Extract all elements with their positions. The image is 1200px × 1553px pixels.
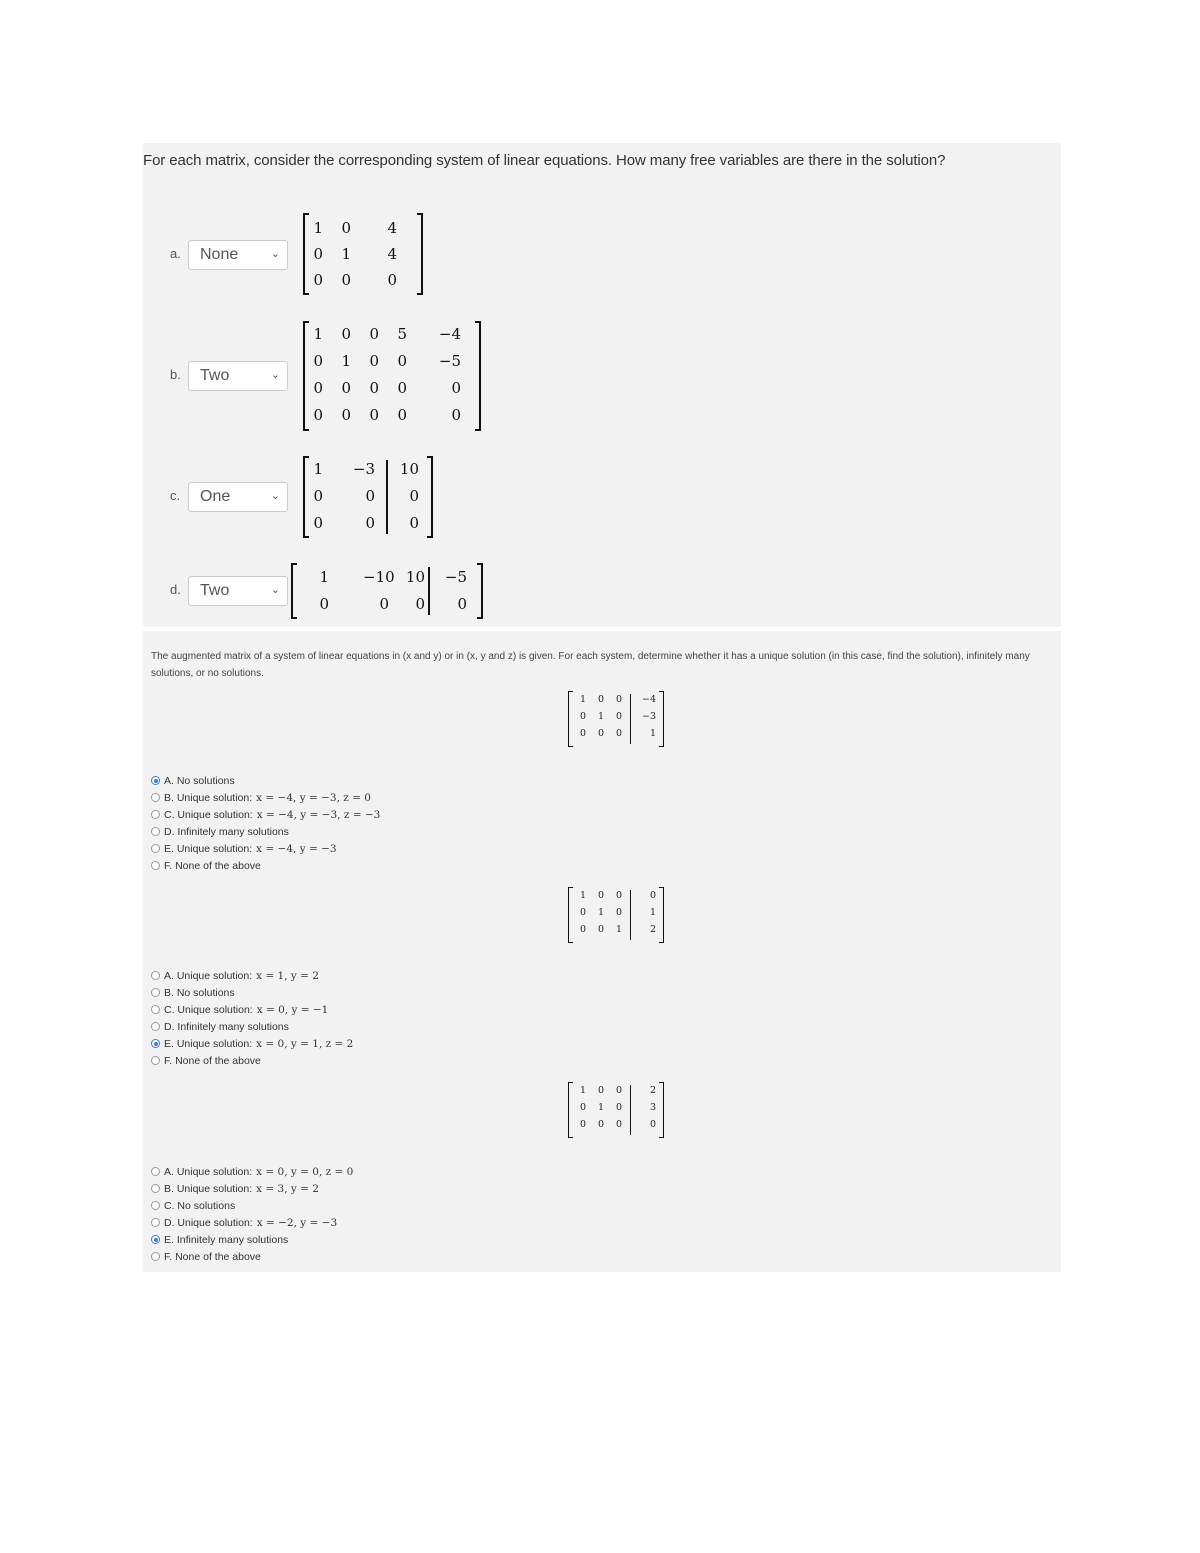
answer-option[interactable] [151,1215,353,1232]
part-d-selected-value: Two [200,582,230,599]
option-label: C. No solutions [164,1200,236,1212]
matrix-cell: −4 [642,694,657,705]
answer-option[interactable] [151,841,380,858]
matrix-cell: 0 [313,271,323,289]
augment-bar [630,694,631,744]
matrix-cell: 0 [409,514,419,532]
option-label: E. Infinitely many solutions [164,1234,289,1246]
radio-selected-icon[interactable] [151,1235,160,1244]
right-bracket [659,887,664,943]
option-label: D. Unique solution: [164,1217,253,1229]
matrix-cell: 4 [387,219,397,237]
part-d-dropdown[interactable] [188,576,288,606]
matrix-cell: 2 [649,924,656,935]
right-bracket [477,563,483,619]
option-math: x = −2, y = −3 [256,1217,338,1229]
matrix-cell: 1 [313,219,323,237]
matrix-cell: 0 [615,1102,622,1113]
matrix-cell: 0 [615,890,622,901]
matrix-cell: 0 [387,271,397,289]
matrix-cell: 0 [313,514,323,532]
matrix-cell: 0 [369,325,379,343]
radio-unselected-icon[interactable] [151,1167,160,1176]
matrix-cell: 0 [649,890,656,901]
system-2-matrix [568,887,664,943]
matrix-cell: 0 [579,924,586,935]
matrix-cell: −5 [444,568,467,586]
matrix-cell: 0 [341,219,351,237]
matrix-cell: 1 [649,728,656,739]
matrix-cell: 2 [649,1085,656,1096]
matrix-cell: 0 [579,1102,586,1113]
matrix-cell: 0 [341,271,351,289]
radio-unselected-icon[interactable] [151,988,160,997]
system-1-matrix [568,691,664,747]
matrix-cell: 0 [579,711,586,722]
matrix-cell: 0 [397,352,407,370]
option-label: B. No solutions [164,987,235,999]
option-label: C. Unique solution: [164,1004,253,1016]
matrix-cell: −3 [352,460,375,478]
system-3-options [151,1164,353,1266]
option-math: x = 3, y = 2 [256,1183,319,1195]
answer-option[interactable] [151,1164,353,1181]
matrix-cell: 0 [409,487,419,505]
answer-option[interactable] [151,1198,353,1215]
option-label: A. No solutions [164,775,235,787]
matrix-cell: 0 [369,406,379,424]
option-label: E. Unique solution: [164,843,253,855]
augment-bar [428,567,430,615]
chevron-down-icon: ⌄ [270,584,280,596]
matrix-cell: 0 [313,379,323,397]
right-bracket [659,1082,664,1138]
radio-selected-icon[interactable] [151,1039,160,1048]
part-c-matrix [303,456,433,538]
matrix-cell: 0 [369,352,379,370]
part-a-letter: a. [170,246,181,261]
matrix-cell: 0 [649,1119,656,1130]
option-math: x = 0, y = 0, z = 0 [256,1166,354,1178]
part-a-dropdown[interactable] [188,240,288,270]
option-label: F. None of the above [164,1055,261,1067]
option-math: x = −4, y = −3, z = −3 [256,809,381,821]
matrix-cell: 0 [615,711,622,722]
matrix-cell: −5 [438,352,461,370]
matrix-cell: 0 [365,514,375,532]
matrix-cell: 3 [649,1102,656,1113]
part-b-letter: b. [170,367,181,382]
matrix-cell: 0 [615,1119,622,1130]
matrix-cell: 0 [615,1085,622,1096]
augment-bar [630,890,631,940]
radio-unselected-icon[interactable] [151,844,160,853]
option-label: A. Unique solution: [164,1166,253,1178]
matrix-cell: 0 [615,728,622,739]
option-math: x = 0, y = 1, z = 2 [256,1038,354,1050]
option-math: x = 1, y = 2 [256,970,319,982]
part-b-selected-value: Two [200,367,230,384]
matrix-cell: 1 [597,1102,604,1113]
system-3-matrix [568,1082,664,1138]
chevron-down-icon: ⌄ [270,369,280,381]
matrix-cell: 1 [313,325,323,343]
system-1-options [151,773,380,875]
augment-bar [386,460,388,534]
answer-option[interactable] [151,858,380,875]
option-math: x = −4, y = −3, z = 0 [256,792,371,804]
answer-option[interactable] [151,773,380,790]
matrix-cell: 1 [319,568,329,586]
matrix-cell: 0 [597,728,604,739]
matrix-cell: −10 [363,568,395,586]
answer-option[interactable] [151,1181,353,1198]
matrix-cell: 0 [397,406,407,424]
matrix-cell: 1 [579,1085,586,1096]
matrix-cell: 10 [405,568,425,586]
right-bracket [417,213,423,295]
radio-unselected-icon[interactable] [151,1252,160,1261]
part-d-letter: d. [170,582,181,597]
matrix-cell: 0 [379,595,389,613]
right-bracket [659,691,664,747]
matrix-cell: 0 [579,907,586,918]
matrix-cell: 0 [615,907,622,918]
option-label: E. Unique solution: [164,1038,253,1050]
radio-unselected-icon[interactable] [151,971,160,980]
matrix-cell: 0 [597,694,604,705]
radio-unselected-icon[interactable] [151,1022,160,1031]
matrix-cell: 0 [597,890,604,901]
option-label: A. Unique solution: [164,970,253,982]
matrix-cell: 0 [341,406,351,424]
left-bracket [291,563,297,619]
part-b-matrix [303,321,481,431]
matrix-cell: 1 [579,694,586,705]
question-2-prompt: The augmented matrix of a system of linear equations in (x and y) or in (x, y and z) is given. For each system, determine whether it has a unique solution (in this case, find the solution), infinitely many solutions, or no solutions. [151,651,1030,679]
question-2-panel [143,631,1061,1272]
matrix-cell: 0 [415,595,425,613]
matrix-cell: 0 [341,325,351,343]
radio-unselected-icon[interactable] [151,861,160,870]
option-label: B. Unique solution: [164,1183,253,1195]
matrix-cell: 10 [399,460,419,478]
radio-unselected-icon[interactable] [151,1056,160,1065]
option-label: F. None of the above [164,1251,261,1263]
answer-option[interactable] [151,1249,353,1266]
matrix-cell: 0 [457,595,467,613]
answer-option[interactable] [151,807,380,824]
answer-option[interactable] [151,1036,353,1053]
matrix-cell: 0 [597,1085,604,1096]
matrix-cell: 1 [597,907,604,918]
matrix-cell: 1 [597,711,604,722]
matrix-cell: 0 [397,379,407,397]
answer-option[interactable] [151,1019,353,1036]
matrix-cell: 0 [313,352,323,370]
matrix-cell: 1 [341,352,351,370]
matrix-cell: −4 [438,325,461,343]
matrix-cell: 0 [597,1119,604,1130]
matrix-cell: 0 [341,379,351,397]
part-c-letter: c. [170,488,181,503]
right-bracket [475,321,481,431]
option-label: F. None of the above [164,860,261,872]
radio-unselected-icon[interactable] [151,827,160,836]
radio-unselected-icon[interactable] [151,1218,160,1227]
part-c-dropdown[interactable] [188,482,288,512]
part-c-selected-value: One [200,488,231,505]
answer-option[interactable] [151,968,353,985]
matrix-cell: 0 [579,1119,586,1130]
radio-unselected-icon[interactable] [151,793,160,802]
matrix-cell: 0 [313,487,323,505]
right-bracket [427,456,433,538]
matrix-cell: 1 [313,460,323,478]
part-a-selected-value: None [200,246,239,263]
matrix-cell: 0 [369,379,379,397]
matrix-cell: 1 [341,245,351,263]
answer-option[interactable] [151,824,380,841]
question-1-panel [143,143,1061,627]
system-2-options [151,968,353,1070]
radio-unselected-icon[interactable] [151,1201,160,1210]
chevron-down-icon: ⌄ [270,248,280,260]
matrix-cell: 0 [597,924,604,935]
radio-unselected-icon[interactable] [151,1005,160,1014]
matrix-cell: 0 [365,487,375,505]
answer-option[interactable] [151,985,353,1002]
answer-option[interactable] [151,1002,353,1019]
option-math: x = 0, y = −1 [256,1004,329,1016]
matrix-cell: 0 [319,595,329,613]
matrix-cell: 0 [615,694,622,705]
part-a-matrix [303,213,423,295]
answer-option[interactable] [151,1232,353,1249]
chevron-down-icon: ⌄ [270,490,280,502]
option-label: D. Infinitely many solutions [164,1021,289,1033]
part-d-matrix [291,563,483,619]
question-1-prompt: For each matrix, consider the corresponding system of linear equations. How many free variables are there in the solution? [143,152,946,169]
matrix-cell: 0 [313,245,323,263]
matrix-cell: 0 [451,406,461,424]
matrix-cell: 0 [579,728,586,739]
radio-unselected-icon[interactable] [151,810,160,819]
option-math: x = −4, y = −3 [256,843,337,855]
matrix-cell: 1 [579,890,586,901]
matrix-cell: −3 [642,711,657,722]
radio-selected-icon[interactable] [151,776,160,785]
option-label: B. Unique solution: [164,792,253,804]
part-b-dropdown[interactable] [188,361,288,391]
matrix-cell: 4 [387,245,397,263]
matrix-cell: 1 [649,907,656,918]
answer-option[interactable] [151,1053,353,1070]
answer-option[interactable] [151,790,380,807]
augment-bar [630,1085,631,1135]
matrix-cell: 0 [313,406,323,424]
matrix-cell: 1 [615,924,622,935]
option-label: C. Unique solution: [164,809,253,821]
radio-unselected-icon[interactable] [151,1184,160,1193]
matrix-cell: 0 [451,379,461,397]
option-label: D. Infinitely many solutions [164,826,289,838]
matrix-cell: 5 [397,325,407,343]
